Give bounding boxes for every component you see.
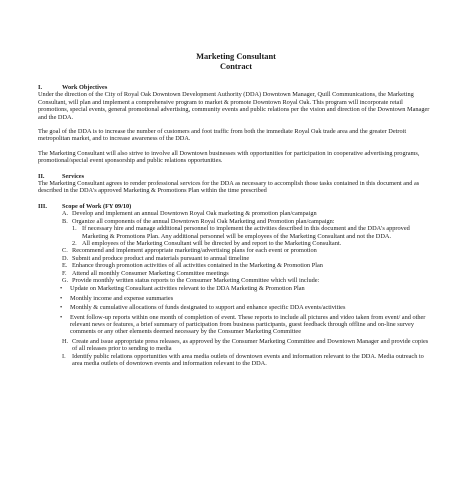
paragraph: The goal of the DDA is to increase the number of customers and foot traffic from both the immediate Royal Oak trade area and the greater Detroit metropolitan market, and to increase awareness of the DDA.: [38, 128, 407, 143]
status-report-item-text: Monthly income and expense summaries: [70, 294, 174, 302]
scope-items-continued: [62, 338, 434, 368]
status-report-item-text: Update on Marketing Consultant activities relevant to the DDA Marketing & Promotion Plan: [70, 285, 305, 293]
section-heading: [38, 84, 434, 91]
scope-item: [72, 225, 434, 240]
scope-item-label: C.: [62, 247, 68, 255]
scope-item: [62, 270, 434, 277]
title-line-2: Contract: [219, 62, 253, 71]
section-heading: [38, 203, 434, 210]
status-report-items: [60, 285, 434, 335]
scope-item-label: 2.: [72, 239, 77, 247]
section-title: Scope of Work (FY 09/10): [62, 202, 132, 210]
status-report-item: [60, 314, 434, 336]
paragraph: Under the direction of the City of Royal Oak Downtown Development Authority (DDA) Downtown Manager, Quill Communications, the Marketing Consultant, will plan and implement a comprehensive program to market & promote Downtown Royal Oak. This program will incorporate retail promotions, special events, general promotional advertising, community events and public relations per the vision and direction of the Downtown Manager and the DDA.: [38, 91, 430, 121]
bullet-icon: •: [60, 294, 63, 302]
scope-item-label: F.: [62, 269, 67, 277]
status-report-item: [60, 304, 434, 311]
scope-item-label: I.: [62, 352, 66, 360]
scope-item-text: Attend all monthly Consumer Marketing Committee meetings: [72, 269, 229, 277]
scope-item-text: Organize all components of the annual Downtown Royal Oak Marketing and Promotion plan/campaign:: [72, 217, 335, 225]
scope-item: [62, 255, 434, 262]
scope-item: [62, 353, 434, 368]
scope-item-text: Create and issue appropriate press releases, as approved by the Consumer Marketing Committee and Downtown Manager and provide copies of all releases prior to sending to media: [72, 337, 429, 353]
scope-item-label: G.: [62, 276, 69, 284]
scope-item-label: A.: [62, 210, 69, 218]
section-title: Work Objectives: [62, 84, 108, 91]
scope-item: [62, 262, 434, 269]
status-report-item: [60, 295, 434, 302]
status-report-item: [60, 285, 434, 292]
section-number: III.: [38, 202, 47, 210]
section-number: I.: [38, 84, 43, 91]
scope-item-label: 1.: [72, 225, 77, 233]
bullet-icon: •: [60, 304, 63, 312]
scope-item-label: B.: [62, 217, 68, 225]
scope-item-label: E.: [62, 262, 68, 270]
scope-item-text: Recommend and implement appropriate marketing/advertising plans for each event or promotion: [72, 247, 317, 255]
scope-item: [62, 218, 434, 225]
section-number: II.: [38, 172, 45, 180]
scope-item-text: Submit and produce product and materials pursuant to annual timeline: [72, 254, 250, 262]
paragraph: The Marketing Consultant agrees to render professional services for the DDA as necessary to accomplish those tasks contained in this document and as described in the DDA's approved Marketing & Promotions Plan within the time prescribed: [38, 180, 420, 195]
status-report-item-text: Event follow-up reports within one month of completion of event. These reports to include all pictures and video taken from event/ and other relevant news or features, a brief summary of participation from business participants, guest feedback through offline and on-line survey comments or any other elements deemed necessary by the Consumer Marketing Committee: [70, 313, 426, 336]
scope-item: [72, 240, 434, 247]
scope-item-label: H.: [62, 337, 69, 345]
scope-item: [62, 210, 434, 217]
scope-item-text: All employees of the Marketing Consultant will be directed by and report to the Marketing Consultant.: [82, 239, 342, 247]
document-title: [38, 52, 434, 72]
section-heading: [38, 173, 434, 180]
section-title: Services: [62, 172, 85, 180]
bullet-icon: •: [60, 285, 63, 293]
scope-item-text: Enhance through promotion activities of all activities contained in the Marketing & Promotion Plan: [72, 262, 323, 270]
scope-item: [62, 338, 434, 353]
status-report-item-text: Monthly & cumulative allocations of funds designated to support and enhance specific DDA events/activities: [70, 304, 346, 312]
scope-item-text: Develop and implement an annual Downtown Royal Oak marketing & promotion plan/campaign: [72, 210, 317, 218]
scope-items: [62, 210, 434, 284]
scope-item-text: Identify public relations opportunities with area media outlets of downtown events and information relevant to the DDA. Media outreach to area media outlets of downtown events and information relevant to the DDA.: [72, 352, 424, 367]
paragraph: The Marketing Consultant will also strive to involve all Downtown businesses with opportunities for participation in cooperative advertising programs, promotional/special event sponsorship and public relations opportunities.: [38, 149, 420, 165]
scope-item-text: If necessary hire and manage additional personnel to implement the activities described in this document and the DDA's approved Marketing & Promotions Plan. Any additional personnel will be employees of the Marketing Consultant and not the DDA.: [82, 225, 410, 240]
title-line-1: Marketing Consultant: [196, 52, 276, 61]
scope-item: [62, 247, 434, 254]
bullet-icon: •: [60, 313, 63, 321]
scope-item-text: Provide monthly written status reports to the Consumer Marketing Committee which will include:: [72, 276, 320, 284]
scope-item-label: D.: [62, 254, 69, 262]
scope-item: [62, 277, 434, 284]
